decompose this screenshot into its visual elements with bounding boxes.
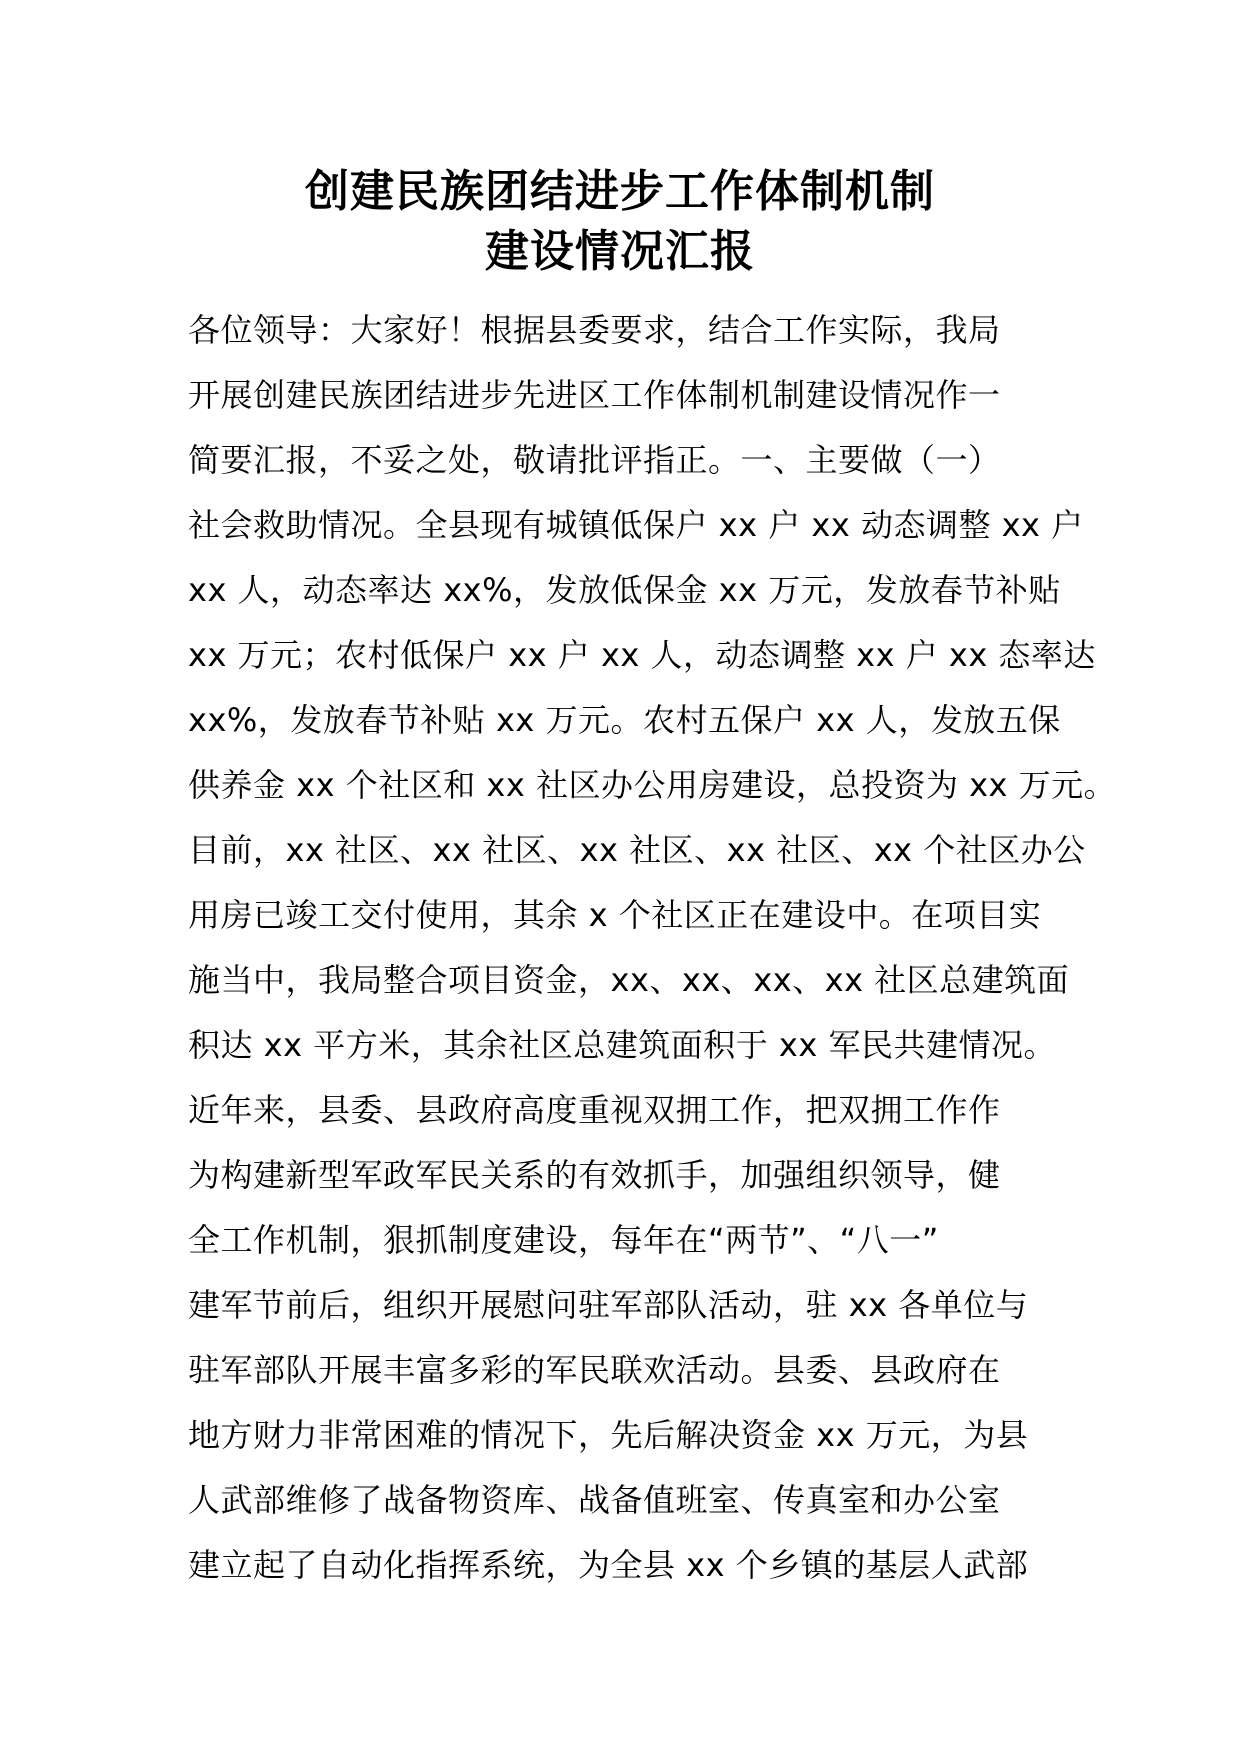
text-line: 各位领导：大家好！根据县委要求，结合工作实际，我局: [188, 311, 1001, 349]
body-text: [188, 298, 1117, 1598]
text-line: 用房已竣工交付使用，其余 x 个社区正在建设中。在项目实: [188, 896, 1042, 934]
text-line: 建军节前后，组织开展慰问驻军部队活动，驻 xx 各单位与: [188, 1286, 1029, 1324]
text-line: 积达 xx 平方米，其余社区总建筑面积于 xx 军民共建情况。: [188, 1026, 1056, 1064]
document-title: [0, 162, 1240, 282]
text-line: xx 万元；农村低保户 xx 户 xx 人，动态调整 xx 户 xx 态率达: [188, 636, 1096, 674]
text-line: xx%，发放春节补贴 xx 万元。农村五保户 xx 人，发放五保: [188, 701, 1061, 739]
title-line-2: 建设情况汇报: [485, 226, 755, 277]
text-line: 目前，xx 社区、xx 社区、xx 社区、xx 社区、xx 个社区办公: [188, 831, 1086, 869]
text-line: 供养金 xx 个社区和 xx 社区办公用房建设，总投资为 xx 万元。: [188, 766, 1117, 804]
title-line-1: 创建民族团结进步工作体制机制: [305, 166, 935, 217]
text-line: 为构建新型军政军民关系的有效抓手，加强组织领导，健: [188, 1156, 1001, 1194]
text-line: xx 人，动态率达 xx%，发放低保金 xx 万元，发放春节补贴: [188, 571, 1061, 609]
text-line: 近年来，县委、县政府高度重视双拥工作，把双拥工作作: [188, 1091, 1001, 1129]
text-line: 开展创建民族团结进步先进区工作体制机制建设情况作一: [188, 376, 1001, 414]
text-line: 简要汇报，不妥之处，敬请批评指正。一、主要做（一）: [188, 441, 1001, 479]
text-line: 社会救助情况。全县现有城镇低保户 xx 户 xx 动态调整 xx 户: [188, 506, 1084, 544]
text-line: 全工作机制，狠抓制度建设，每年在“两节”、“八一”: [188, 1221, 939, 1259]
text-line: 人武部维修了战备物资库、战备值班室、传真室和办公室: [188, 1481, 1001, 1519]
text-line: 驻军部队开展丰富多彩的军民联欢活动。县委、县政府在: [188, 1351, 1001, 1389]
text-line: 施当中，我局整合项目资金，xx、xx、xx、xx 社区总建筑面: [188, 961, 1070, 999]
text-line: 地方财力非常困难的情况下，先后解决资金 xx 万元，为县: [188, 1416, 1029, 1454]
text-line: 建立起了自动化指挥系统，为全县 xx 个乡镇的基层人武部: [188, 1546, 1029, 1584]
